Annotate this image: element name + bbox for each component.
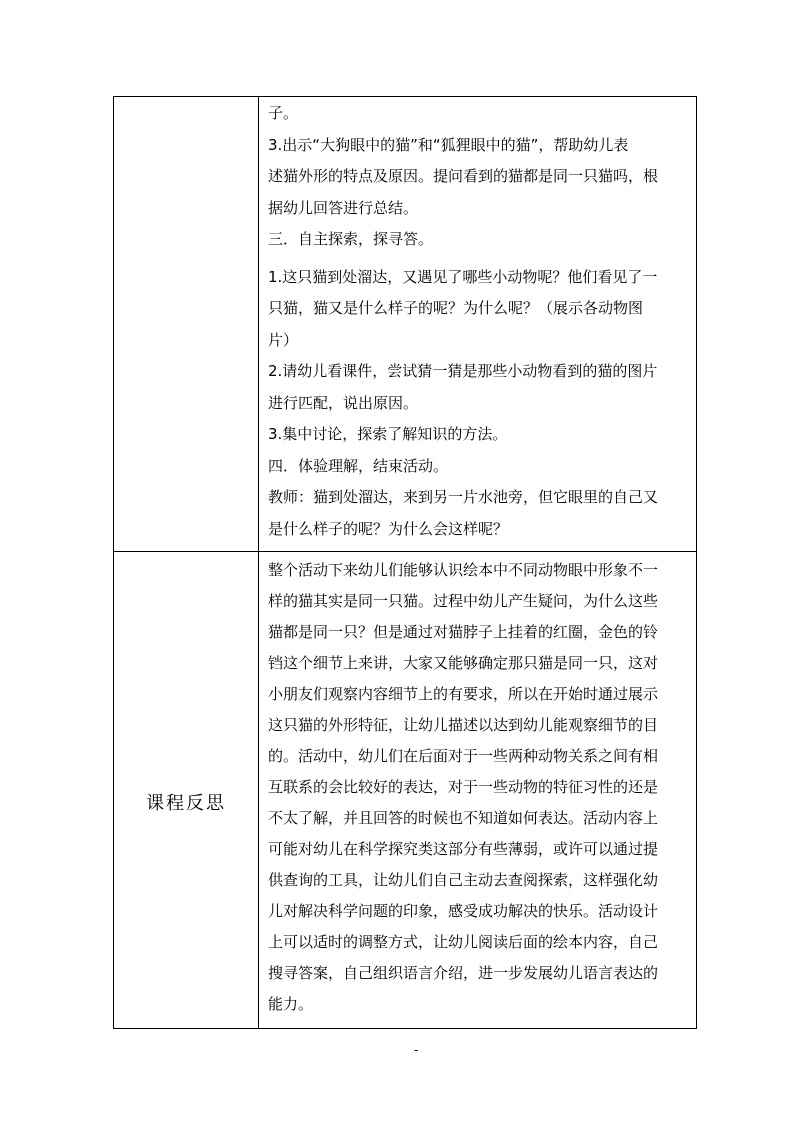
content-line: 3.出示“大狗眼中的猫”和“狐狸眼中的猫”，帮助幼儿表 xyxy=(268,135,629,154)
course-reflection-label: 课程反思 xyxy=(146,793,226,814)
content-line: 能力。 xyxy=(268,995,314,1013)
content-line: 样的猫其实是同一只猫。过程中幼儿产生疑问，为什么这些 xyxy=(268,592,659,610)
section-heading: 三．自主探索，探寻答。 xyxy=(268,230,434,248)
content-line: 供查询的工具，让幼儿们自己主动去查阅探索，这样强化幼 xyxy=(268,871,659,889)
content-line: 这只猫的外形特征，让幼儿描述以达到幼儿能观察细节的目 xyxy=(268,716,659,734)
row1-content-cell xyxy=(259,97,697,552)
content-line: 互联系的会比较好的表达，对于一些动物的特征习性的还是 xyxy=(268,778,659,796)
content-line: 进行匹配，说出原因。 xyxy=(268,393,419,412)
content-line: 片） xyxy=(268,330,299,349)
content-line: 可能对幼儿在科学探究类这部分有些薄弱，或许可以通过提 xyxy=(268,840,659,858)
lesson-plan-table xyxy=(113,96,697,1029)
row2-label-cell xyxy=(114,552,259,1029)
content-line: 2.请幼儿看课件，尝试猜一猜是那些小动物看到的猫的图片 xyxy=(268,362,658,380)
content-line: 铛这个细节上来讲，大家又能够确定那只猫是同一只，这对 xyxy=(268,654,659,672)
section-heading: 四．体验理解，结束活动。 xyxy=(268,456,449,475)
content-line: 儿对解决科学问题的印象，感受成功解决的快乐。活动设计 xyxy=(268,902,659,920)
table-row-course-reflection xyxy=(114,552,697,1029)
row1-label xyxy=(114,312,258,336)
row2-content-cell xyxy=(259,552,697,1029)
content-line: 1.这只猫到处溜达，又遇见了哪些小动物呢？他们看见了一 xyxy=(268,267,658,286)
content-line: 子。 xyxy=(268,104,299,122)
table-row-activity-process xyxy=(114,97,697,552)
content-line: 的。活动中，幼儿们在后面对于一些两种动物关系之间有相 xyxy=(268,747,659,765)
content-line: 不太了解，并且回答的时候也不知道如何表达。活动内容上 xyxy=(268,809,659,827)
content-line: 述猫外形的特点及原因。提问看到的猫都是同一只猫吗，根 xyxy=(268,167,659,185)
content-line: 整个活动下来幼儿们能够认识绘本中不同动物眼中形象不一 xyxy=(268,561,659,579)
content-line: 小朋友们观察内容细节上的有要求，所以在开始时通过展示 xyxy=(268,685,659,703)
page-footer-mark: - xyxy=(414,1043,419,1057)
content-line: 教师：猫到处溜达，来到另一片水池旁，但它眼里的自己又 xyxy=(268,488,659,506)
content-line: 3.集中讨论，探索了解知识的方法。 xyxy=(268,425,508,443)
content-line: 是什么样子的呢？为什么会这样呢？ xyxy=(268,519,509,538)
row1-label-cell xyxy=(114,97,259,552)
content-line: 搜寻答案，自己组织语言介绍，进一步发展幼儿语言表达的 xyxy=(268,964,659,982)
content-line: 据幼儿回答进行总结。 xyxy=(268,198,419,217)
content-line: 猫都是同一只？但是通过对猫脖子上挂着的红圈，金色的铃 xyxy=(268,623,659,641)
content-line: 上可以适时的调整方式，让幼儿阅读后面的绘本内容，自己 xyxy=(268,933,659,951)
content-line: 只猫，猫又是什么样子的呢？为什么呢？（展示各动物图 xyxy=(268,299,644,317)
